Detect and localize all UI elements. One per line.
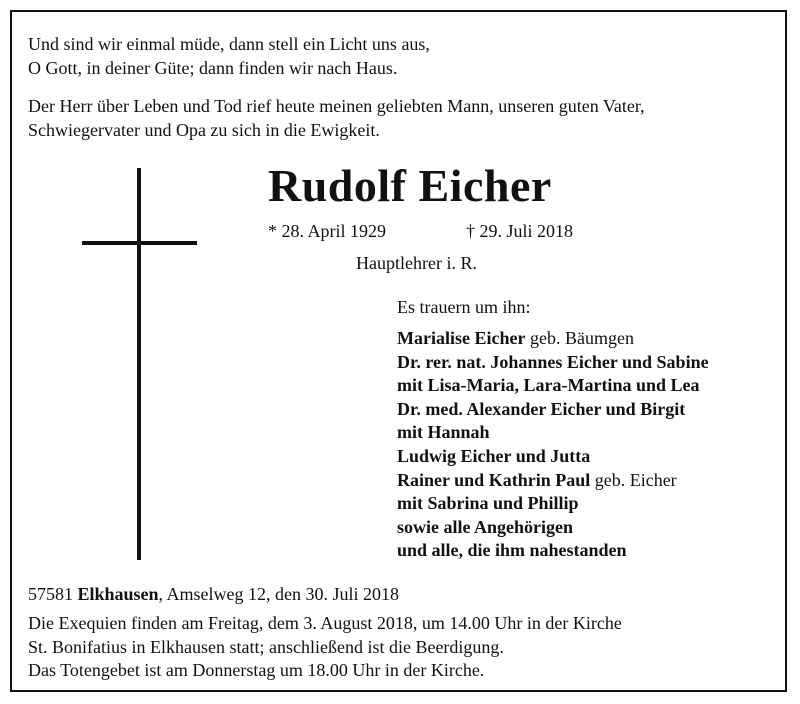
mourner-name: Ludwig Eicher und Jutta <box>397 445 591 466</box>
deceased-title: Hauptlehrer i. R. <box>356 253 477 273</box>
list-item <box>397 398 709 422</box>
details-line-3: Das Totengebet ist am Donnerstag um 18.00 Uhr in der Kirche. <box>28 660 485 680</box>
details-line-2: St. Bonifatius in Elkhausen statt; anschließend ist die Beerdigung. <box>28 636 504 657</box>
mourner-name: Dr. rer. nat. Johannes Eicher und Sabine <box>397 351 709 372</box>
list-item <box>397 351 709 375</box>
list-item <box>397 469 709 493</box>
mourner-name: mit Sabrina und Phillip <box>397 493 579 514</box>
mourner-name: Rainer und Kathrin Paul <box>397 469 591 490</box>
mourner-name: mit Lisa-Maria, Lara-Martina und Lea <box>397 375 700 396</box>
list-item <box>397 327 709 351</box>
address-town: Elkhausen <box>77 584 159 604</box>
list-item <box>397 445 709 469</box>
list-item <box>397 539 709 563</box>
mourner-note: geb. Eicher <box>590 469 677 490</box>
deceased-name: Rudolf Eicher <box>268 160 552 211</box>
list-item <box>397 516 709 540</box>
poem-line-2: O Gott, in deiner Güte; dann finden wir nach Haus. <box>28 58 398 78</box>
intro-line-1: Der Herr über Leben und Tod rief heute meinen geliebten Mann, unseren guten Vater, <box>28 96 645 116</box>
mourner-name: Dr. med. Alexander Eicher und Birgit <box>397 398 686 419</box>
mourner-name: Marialise Eicher <box>397 328 526 348</box>
details-line-1: Die Exequien finden am Freitag, dem 3. August 2018, um 14.00 Uhr in der Kirche <box>28 613 622 633</box>
mourner-name: mit Hannah <box>397 422 490 443</box>
birth-date: * 28. April 1929 <box>268 221 387 241</box>
list-item <box>397 492 709 516</box>
list-item <box>397 374 709 398</box>
mourner-name: und alle, die ihm nahestanden <box>397 540 627 561</box>
address-zip: 57581 <box>28 584 73 604</box>
funeral-details <box>28 612 622 683</box>
cross-icon-bar <box>82 241 197 245</box>
mourner-note: geb. Bäumgen <box>525 328 634 348</box>
cross-icon <box>137 168 141 560</box>
address-rest: , Amselweg 12, den 30. Juli 2018 <box>158 584 400 604</box>
mourners-heading: Es trauern um ihn: <box>397 297 531 317</box>
list-item <box>397 421 709 445</box>
address-line <box>28 582 399 606</box>
poem-line-1: Und sind wir einmal müde, dann stell ein Licht uns aus, <box>28 34 430 54</box>
intro-line-2: Schwiegervater und Opa zu sich in die Ewigkeit. <box>28 120 380 140</box>
death-date: † 29. Juli 2018 <box>466 221 574 241</box>
mourners-list <box>397 327 709 563</box>
mourner-name: sowie alle Angehörigen <box>397 516 573 537</box>
